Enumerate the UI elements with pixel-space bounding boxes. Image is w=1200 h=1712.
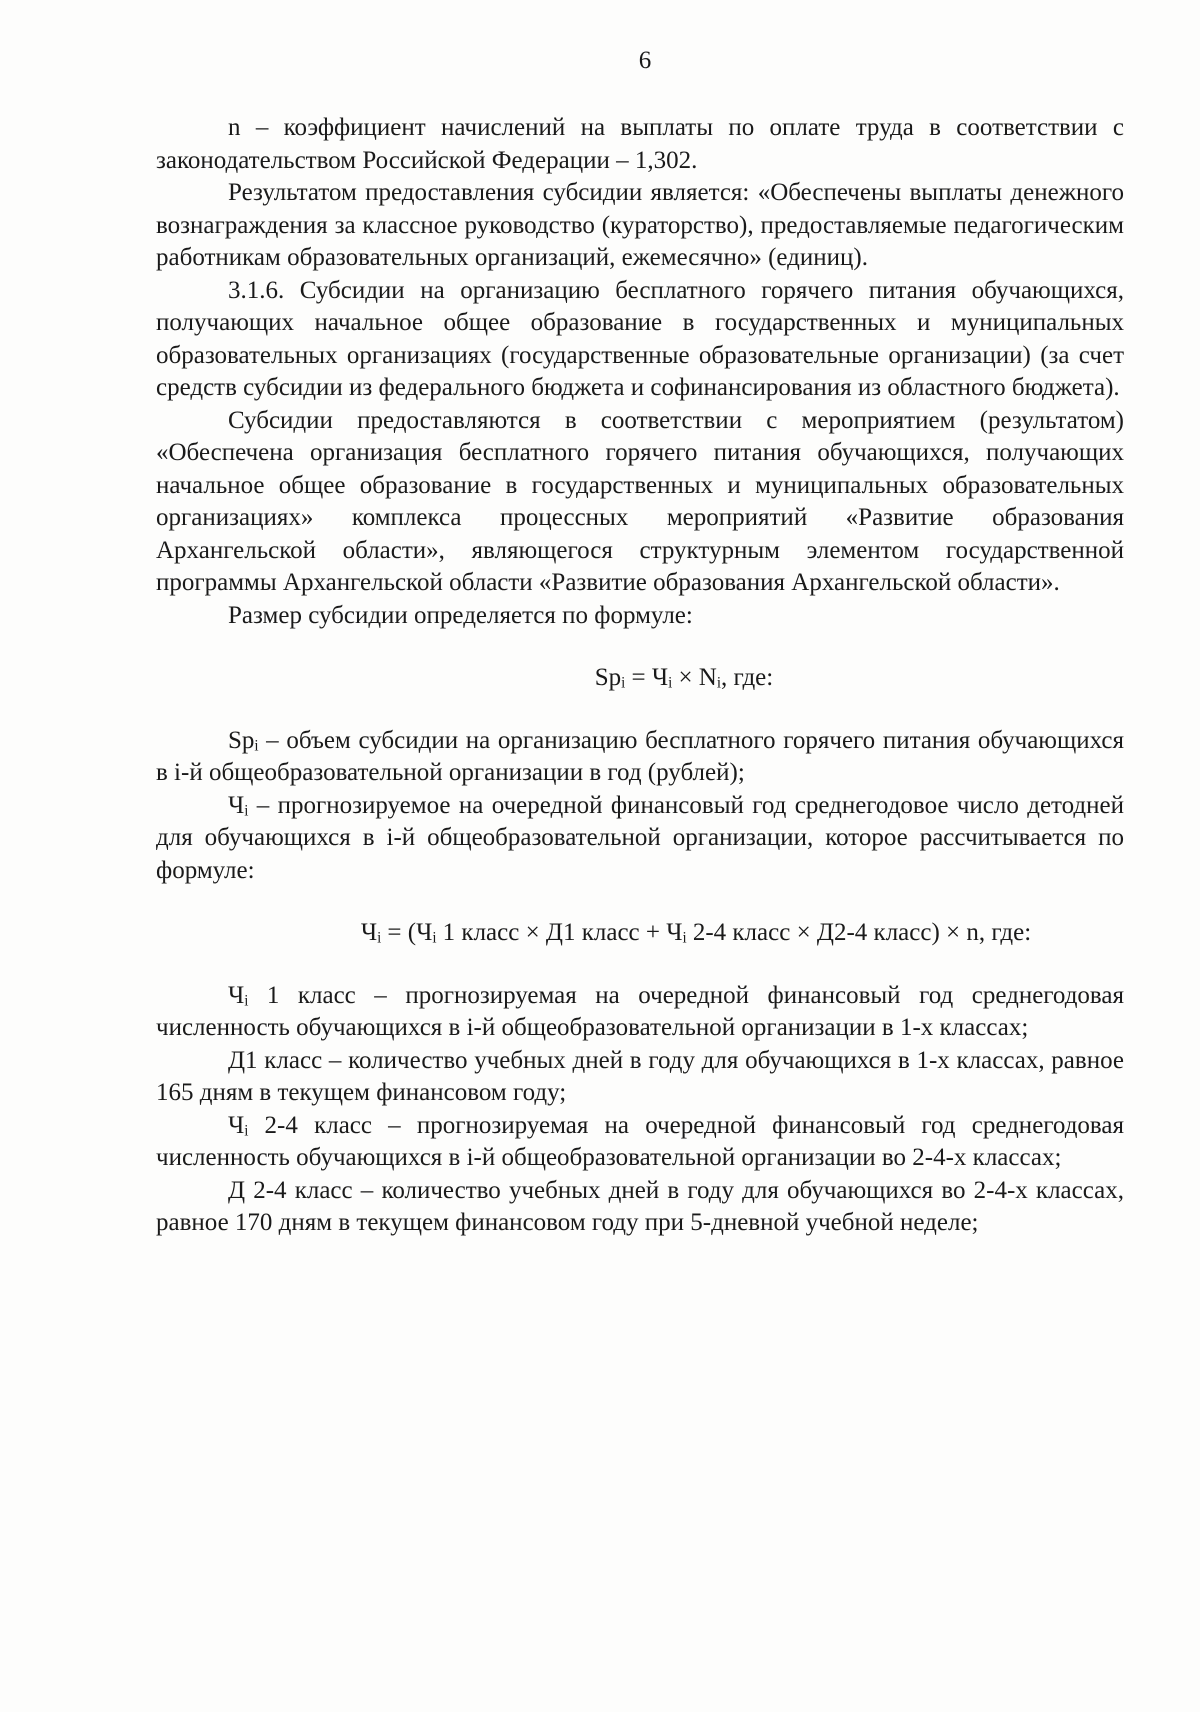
paragraph-formula-intro: Размер субсидии определяется по формуле: — [228, 601, 693, 629]
paragraph-subsidy-provision: Субсидии предоставляются в соответствии с мероприятием (результатом) «Обеспечена организация бесплатного горячего питания обучающихся, получающих начальное общее образование в государственных и муниципальных образовательных организациях» комплекса процессных мероприятий «Развитие образования Архангельской области», являющегося структурным элементом государственной программы Архангельской области «Развитие образования Архангельской области». — [156, 406, 1124, 596]
paragraph-subsidy-result: Результатом предоставления субсидии является: «Обеспечены выплаты денежного вознаграждения за классное руководство (кураторство), предоставляемые педагогическим работникам образовательных организаций, ежемесячно» (единиц). — [156, 179, 1124, 271]
paragraph-definition-ch: Чᵢ – прогнозируемое на очередной финансовый год среднегодовое число детодней для обучающихся в i-й общеобразовательной организации, которое рассчитывается по формуле: — [156, 791, 1124, 884]
paragraph-definition-d-grade-1: Д1 класс – количество учебных дней в году для обучающихся в 1-х классах, равное 165 дням в текущем финансовом году; — [156, 1046, 1124, 1106]
formula-child-days: Чᵢ = (Чᵢ 1 класс × Д1 класс + Чᵢ 2-4 класс × Д2-4 класс) × n, где: — [360, 919, 1032, 946]
paragraph-definition-ch-grade-2-4: Чᵢ 2-4 класс – прогнозируемая на очередной финансовый год среднегодовая численность обучающихся в i-й общеобразовательной организации во 2-4-х классах; — [156, 1111, 1124, 1171]
paragraph-definition-ch-grade-1: Чᵢ 1 класс – прогнозируемая на очередной финансовый год среднегодовая численность обучающихся в i-й общеобразовательной организации в 1-х классах; — [156, 981, 1124, 1041]
page-number: 6 — [638, 47, 652, 74]
paragraph-definition-sp: Spᵢ – объем субсидии на организацию бесплатного горячего питания обучающихся в i-й общеобразовательной организации в год (рублей); — [156, 726, 1124, 786]
paragraph-section-3-1-6: 3.1.6. Субсидии на организацию бесплатного горячего питания обучающихся, получающих начальное общее образование в государственных и муниципальных образовательных организациях (государственные образовательные организации) (за счет средств субсидии из федерального бюджета и софинансирования из областного бюджета). — [156, 276, 1124, 401]
paragraph-coefficient-n: n – коэффициент начислений на выплаты по оплате труда в соответствии с законодательством Российской Федерации – 1,302. — [156, 114, 1124, 174]
formula-subsidy-amount: Spᵢ = Чᵢ × Nᵢ, где: — [594, 664, 774, 691]
document-body — [156, 112, 1124, 1240]
paragraph-definition-d-grade-2-4: Д 2-4 класс – количество учебных дней в году для обучающихся во 2-4-х классах, равное 170 дням в текущем финансовом году при 5-дневной учебной неделе; — [156, 1176, 1124, 1236]
